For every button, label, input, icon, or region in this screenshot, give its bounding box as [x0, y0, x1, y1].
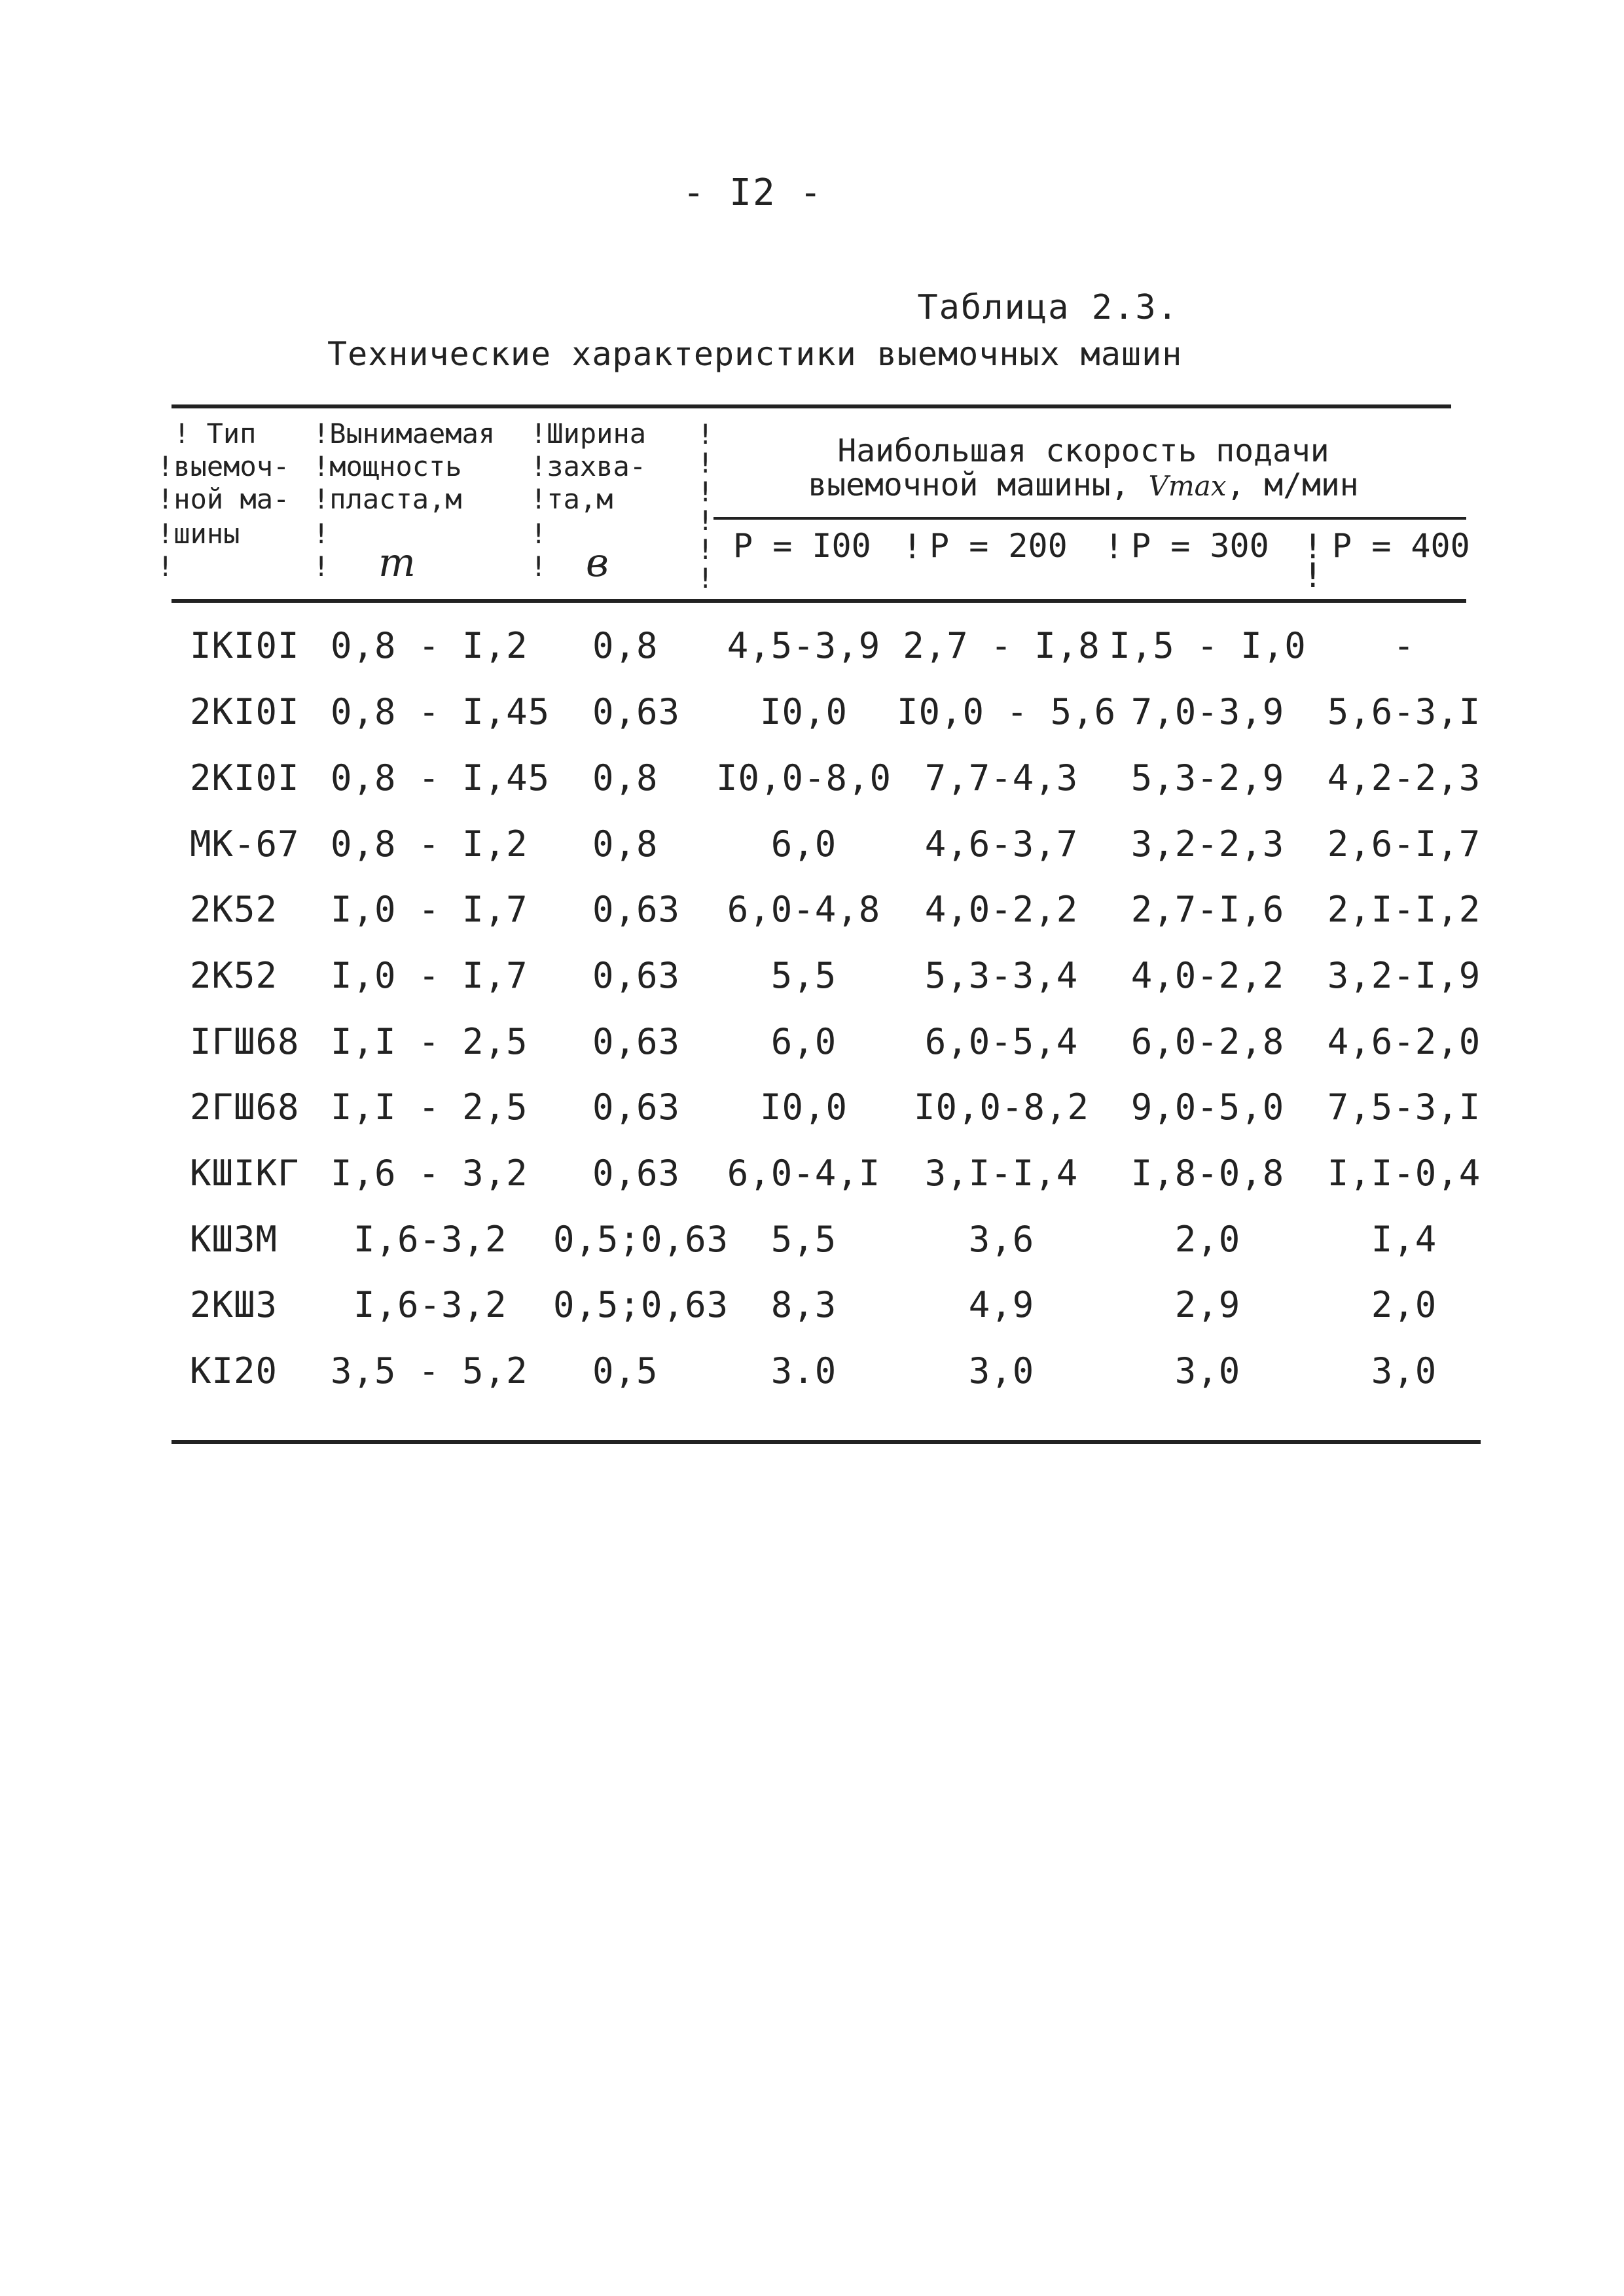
- cell-p200: 4,6-3,7: [924, 823, 1079, 865]
- cell-p400: I,4: [1371, 1219, 1437, 1260]
- header-separator: ! ! ! ! ! !: [697, 418, 714, 594]
- cell-width: 0,5;0,63: [553, 1219, 729, 1260]
- table-header-rule: [171, 599, 1466, 603]
- cell-thickness: 0,8 - I,45: [331, 757, 550, 798]
- cell-p400: 2,I-I,2: [1327, 889, 1481, 930]
- cell-width: 0,5;0,63: [553, 1284, 729, 1325]
- cell-width: 0,63: [592, 955, 681, 996]
- cell-p200: 3,I-I,4: [924, 1153, 1079, 1194]
- cell-type: КШ3М: [190, 1219, 278, 1260]
- cell-p100: I0,0-8,0: [715, 757, 892, 798]
- cell-thickness: I,I - 2,5: [331, 1086, 528, 1128]
- speed-header-line2-post: , м/мин: [1226, 467, 1359, 503]
- cell-thickness: I,0 - I,7: [331, 889, 528, 930]
- bang-mark: !: [530, 518, 547, 550]
- cell-width: 0,63: [592, 1153, 681, 1194]
- cell-p100: 6,0-4,I: [727, 1153, 881, 1194]
- cell-p200: 3,0: [968, 1350, 1035, 1391]
- cell-type: 2KI0I: [190, 757, 300, 798]
- symbol-b: в: [586, 540, 609, 586]
- cell-p400: -: [1393, 625, 1415, 666]
- cell-p200: 2,7 - I,8: [903, 625, 1100, 666]
- vmax-symbol: Vmax: [1148, 470, 1227, 502]
- cell-thickness: 0,8 - I,2: [331, 823, 528, 865]
- speed-header-line1: Наибольшая скорость подачи: [837, 433, 1329, 469]
- bang-mark: !: [313, 483, 330, 515]
- cell-p100: 3.0: [770, 1350, 837, 1391]
- cell-thickness: I,6-3,2: [353, 1284, 507, 1325]
- p-separator: !: [1104, 528, 1125, 567]
- cell-p300: I,5 - I,0: [1109, 625, 1307, 666]
- p-separator: !: [1303, 528, 1324, 567]
- cell-thickness: I,I - 2,5: [331, 1021, 528, 1062]
- cell-p100: 6,0-4,8: [727, 889, 881, 930]
- bang-mark: !: [313, 418, 330, 450]
- bang-mark: !: [530, 450, 547, 482]
- cell-width: 0,5: [592, 1350, 659, 1391]
- header-thickness-line2: мощность: [329, 450, 462, 482]
- header-type-line1: Тип: [206, 418, 257, 450]
- speed-header: [720, 434, 1447, 503]
- header-width-line1: Ширина: [547, 418, 647, 450]
- cell-p400: 7,5-3,I: [1327, 1086, 1481, 1128]
- header-type-line2: выемоч-: [173, 450, 290, 482]
- cell-p200: 7,7-4,3: [924, 757, 1079, 798]
- bang-mark: !: [313, 450, 330, 482]
- cell-p300: 2,9: [1174, 1284, 1241, 1325]
- cell-p300: 2,7-I,6: [1130, 889, 1285, 930]
- cell-type: IKI0I: [190, 625, 300, 666]
- bang-mark: !: [530, 483, 547, 515]
- cell-p200: 3,6: [968, 1219, 1035, 1260]
- cell-type: 2ГШ68: [190, 1086, 300, 1128]
- cell-thickness: 0,8 - I,2: [331, 625, 528, 666]
- bang-mark: !: [157, 518, 174, 550]
- cell-thickness: I,0 - I,7: [331, 955, 528, 996]
- speed-header-rule: [713, 517, 1466, 520]
- table-title: Технические характеристики выемочных машин: [327, 335, 1183, 373]
- header-width-line2: захва-: [547, 450, 647, 482]
- cell-p300: 5,3-2,9: [1130, 757, 1285, 798]
- cell-width: 0,63: [592, 691, 681, 732]
- cell-p400: 5,6-3,I: [1327, 691, 1481, 732]
- p-label-200: P = 200: [929, 527, 1068, 565]
- bang-mark: !: [313, 550, 330, 583]
- p-label-400: P = 400: [1332, 527, 1470, 565]
- bang-mark: !: [530, 418, 547, 450]
- cell-p100: 8,3: [770, 1284, 837, 1325]
- symbol-m: m: [378, 540, 416, 586]
- table-caption: Таблица 2.3.: [917, 288, 1179, 327]
- cell-p200: I0,0-8,2: [913, 1086, 1090, 1128]
- p-label-100: P = I00: [733, 527, 871, 565]
- cell-thickness: I,6 - 3,2: [331, 1153, 528, 1194]
- p-separator: !: [902, 528, 923, 567]
- cell-p300: 2,0: [1174, 1219, 1241, 1260]
- cell-thickness: I,6-3,2: [353, 1219, 507, 1260]
- cell-width: 0,8: [592, 625, 659, 666]
- header-thickness-line3: пласта,м: [329, 483, 462, 515]
- header-type-line4: шины: [173, 518, 240, 550]
- cell-p400: 4,6-2,0: [1327, 1021, 1481, 1062]
- cell-p100: I0,0: [759, 1086, 848, 1128]
- speed-header-line2-pre: выемочной машины,: [808, 467, 1130, 503]
- cell-p300: 7,0-3,9: [1130, 691, 1285, 732]
- cell-width: 0,8: [592, 757, 659, 798]
- cell-p300: 4,0-2,2: [1130, 955, 1285, 996]
- cell-width: 0,63: [592, 1021, 681, 1062]
- header-thickness-line1: Вынимаемая: [329, 418, 496, 450]
- cell-type: IГШ68: [190, 1021, 300, 1062]
- bang-mark: !: [157, 483, 174, 515]
- bang-mark: !: [173, 418, 190, 450]
- cell-p100: 4,5-3,9: [727, 625, 881, 666]
- cell-p200: 5,3-3,4: [924, 955, 1079, 996]
- cell-width: 0,63: [592, 1086, 681, 1128]
- cell-p100: 5,5: [770, 1219, 837, 1260]
- cell-p300: 6,0-2,8: [1130, 1021, 1285, 1062]
- cell-p400: 2,6-I,7: [1327, 823, 1481, 865]
- speed-header-line2: [720, 468, 1447, 503]
- cell-p400: 3,0: [1371, 1350, 1437, 1391]
- cell-p100: I0,0: [759, 691, 848, 732]
- cell-p200: 6,0-5,4: [924, 1021, 1079, 1062]
- cell-p300: I,8-0,8: [1130, 1153, 1285, 1194]
- table-bottom-rule: [171, 1440, 1481, 1444]
- p-label-300: P = 300: [1131, 527, 1269, 565]
- cell-width: 0,63: [592, 889, 681, 930]
- cell-type: 2K52: [190, 889, 278, 930]
- cell-p300: 3,2-2,3: [1130, 823, 1285, 865]
- cell-type: МК-67: [190, 823, 300, 865]
- cell-width: 0,8: [592, 823, 659, 865]
- cell-type: 2K52: [190, 955, 278, 996]
- cell-type: 2КШ3: [190, 1284, 278, 1325]
- cell-type: KI20: [190, 1350, 278, 1391]
- cell-p100: 6,0: [770, 1021, 837, 1062]
- cell-thickness: 0,8 - I,45: [331, 691, 550, 732]
- cell-p400: 4,2-2,3: [1327, 757, 1481, 798]
- table-top-rule: [171, 404, 1451, 408]
- bang-mark: !: [313, 518, 330, 550]
- cell-p300: 9,0-5,0: [1130, 1086, 1285, 1128]
- bang-mark: !: [157, 450, 174, 482]
- cell-type: КШIКГ: [190, 1153, 300, 1194]
- cell-p300: 3,0: [1174, 1350, 1241, 1391]
- cell-thickness: 3,5 - 5,2: [331, 1350, 528, 1391]
- p-separator: !: [1303, 556, 1324, 596]
- header-width-line3: та,м: [547, 483, 613, 515]
- cell-p400: I,I-0,4: [1327, 1153, 1481, 1194]
- bang-mark: !: [530, 550, 547, 583]
- page-number: - I2 -: [682, 171, 823, 214]
- cell-p200: I0,0 - 5,6: [897, 691, 1117, 732]
- cell-p100: 6,0: [770, 823, 837, 865]
- cell-p400: 3,2-I,9: [1327, 955, 1481, 996]
- header-type-line3: ной ма-: [173, 483, 290, 515]
- cell-p200: 4,0-2,2: [924, 889, 1079, 930]
- cell-p200: 4,9: [968, 1284, 1035, 1325]
- bang-mark: !: [157, 550, 174, 583]
- cell-p100: 5,5: [770, 955, 837, 996]
- cell-type: 2KI0I: [190, 691, 300, 732]
- cell-p400: 2,0: [1371, 1284, 1437, 1325]
